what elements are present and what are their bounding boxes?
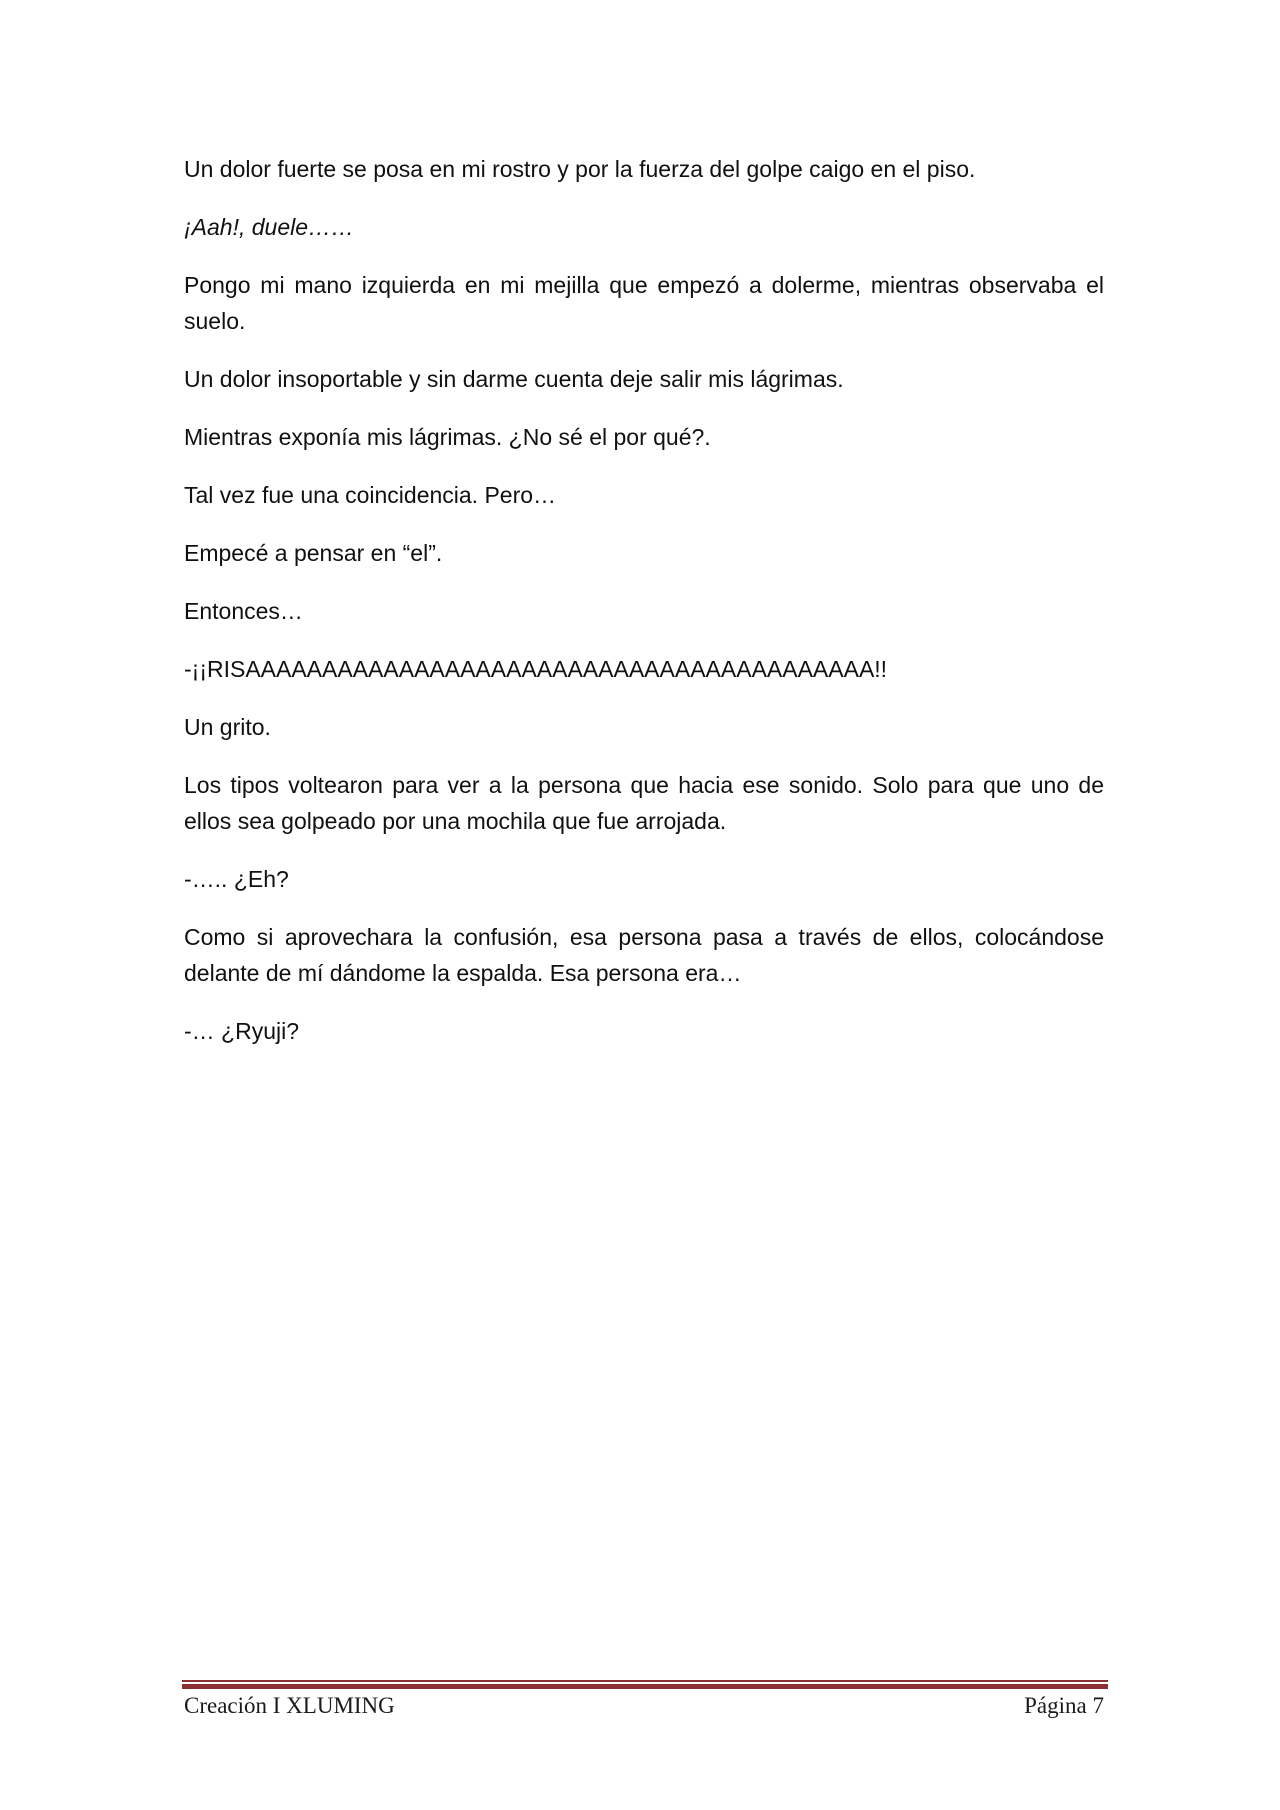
paragraph: Tal vez fue una coincidencia. Pero…	[184, 482, 557, 508]
paragraph: -… ¿Ryuji?	[184, 1018, 300, 1044]
paragraph: ¡Aah!, duele……	[184, 214, 355, 240]
paragraph: Los tipos voltearon para ver a la persona que hacia ese sonido. Solo para que uno de ellos sea golpeado por una mochila que fue arrojada.	[184, 772, 1104, 834]
paragraph: Un dolor fuerte se posa en mi rostro y por la fuerza del golpe caigo en el piso.	[184, 156, 976, 182]
paragraph: -¡¡RISAAAAAAAAAAAAAAAAAAAAAAAAAAAAAAAAAAAAAAAAA!!	[184, 656, 888, 682]
footer-credit: Creación I XLUMING	[184, 1693, 395, 1718]
page-number: Página 7	[1024, 1693, 1104, 1718]
paragraph: Pongo mi mano izquierda en mi mejilla que empezó a dolerme, mientras observaba el suelo.	[184, 272, 1104, 334]
paragraph: Un grito.	[184, 714, 271, 740]
paragraph: Un dolor insoportable y sin darme cuenta deje salir mis lágrimas.	[184, 366, 844, 392]
footer-rule-thick	[182, 1684, 1108, 1689]
body-text	[184, 151, 1104, 1071]
paragraph: Mientras exponía mis lágrimas. ¿No sé el por qué?.	[184, 424, 711, 450]
footer-divider	[182, 1680, 1108, 1689]
paragraph: Entonces…	[184, 598, 303, 624]
paragraph: Empecé a pensar en “el”.	[184, 540, 443, 566]
footer-rule-thin	[182, 1680, 1108, 1682]
paragraph: -….. ¿Eh?	[184, 866, 289, 892]
paragraph: Como si aprovechara la confusión, esa persona pasa a través de ellos, colocándose delante de mí dándome la espalda. Esa persona era…	[184, 924, 1104, 986]
